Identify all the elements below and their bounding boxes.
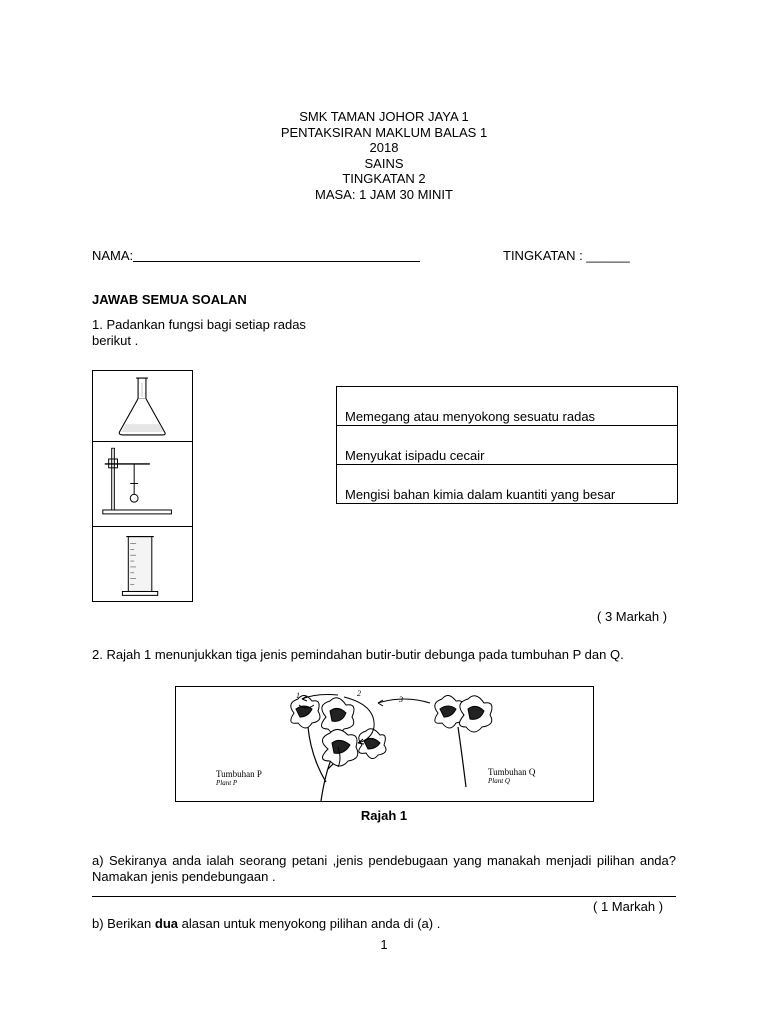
function-table <box>336 386 678 504</box>
apparatus-cell[interactable] <box>93 442 192 527</box>
class-label: TINGKATAN : ______ <box>503 248 630 263</box>
figure-caption: Rajah 1 <box>360 808 408 823</box>
conical-flask-icon <box>93 371 192 441</box>
q2-intro: 2. Rajah 1 menunjukkan tiga jenis pemindahan butir-butir debunga pada tumbuhan P dan Q. <box>92 647 624 662</box>
q1-text-line1: 1. Padankan fungsi bagi setiap radas <box>92 317 306 332</box>
plant-p-label <box>216 769 262 787</box>
retort-stand-icon <box>93 442 192 526</box>
page-number: 1 <box>380 937 388 952</box>
exam-header <box>0 109 768 203</box>
apparatus-cell[interactable] <box>93 527 192 602</box>
plant-p-flowers <box>291 695 386 767</box>
q2b-emphasis: dua <box>154 916 178 931</box>
q1-marks: ( 3 Markah ) <box>597 609 668 624</box>
name-field[interactable] <box>133 261 420 262</box>
exam-title: PENTAKSIRAN MAKLUM BALAS 1 <box>280 124 488 140</box>
q2b-text <box>92 916 440 932</box>
subject-name: SAINS <box>364 155 404 171</box>
name-label: NAMA: <box>92 248 134 263</box>
plant-q-label <box>488 767 535 785</box>
plant-q-flowers <box>435 695 492 732</box>
arrow-3-label: 3 <box>399 695 403 704</box>
q2a-marks: ( 1 Markah ) <box>593 899 664 914</box>
plant-p-english: Plant P <box>216 779 238 787</box>
function-option[interactable]: Memegang atau menyokong sesuatu radas <box>337 387 677 426</box>
function-option[interactable]: Mengisi bahan kimia dalam kuantiti yang besar <box>345 487 616 502</box>
arrow-1-label: 1 <box>296 691 300 700</box>
plant-q-english: Plant Q <box>488 777 510 785</box>
apparatus-cell[interactable] <box>93 371 192 442</box>
form-level: TINGKATAN 2 <box>342 171 426 187</box>
instruction-heading: JAWAB SEMUA SOALAN <box>92 292 247 307</box>
function-option[interactable]: Menyukat isipadu cecair <box>337 426 677 465</box>
plant-q-name: Tumbuhan Q <box>488 767 536 777</box>
q2a-answer-line[interactable] <box>92 896 676 897</box>
measuring-cylinder-icon <box>93 527 192 602</box>
school-name: SMK TAMAN JOHOR JAYA 1 <box>299 109 469 124</box>
exam-duration: MASA: 1 JAM 30 MINIT <box>315 186 453 202</box>
apparatus-column <box>92 370 193 602</box>
q2b-prefix: b) Berikan <box>92 916 155 931</box>
q2a-text: a) Sekiranya anda ialah seorang petani ,jenis pendebugaan yang manakah menjadi pilihan anda? Namakan jenis pendebungaan . <box>92 853 676 884</box>
exam-year: 2018 <box>369 140 399 156</box>
plant-p-name: Tumbuhan P <box>216 769 262 779</box>
arrow-2-label: 2 <box>357 689 361 698</box>
q2b-suffix: alasan untuk menyokong pilihan anda di (a) . <box>178 916 441 931</box>
q1-text-line2: berikut . <box>92 333 139 348</box>
pollination-figure <box>175 686 594 802</box>
